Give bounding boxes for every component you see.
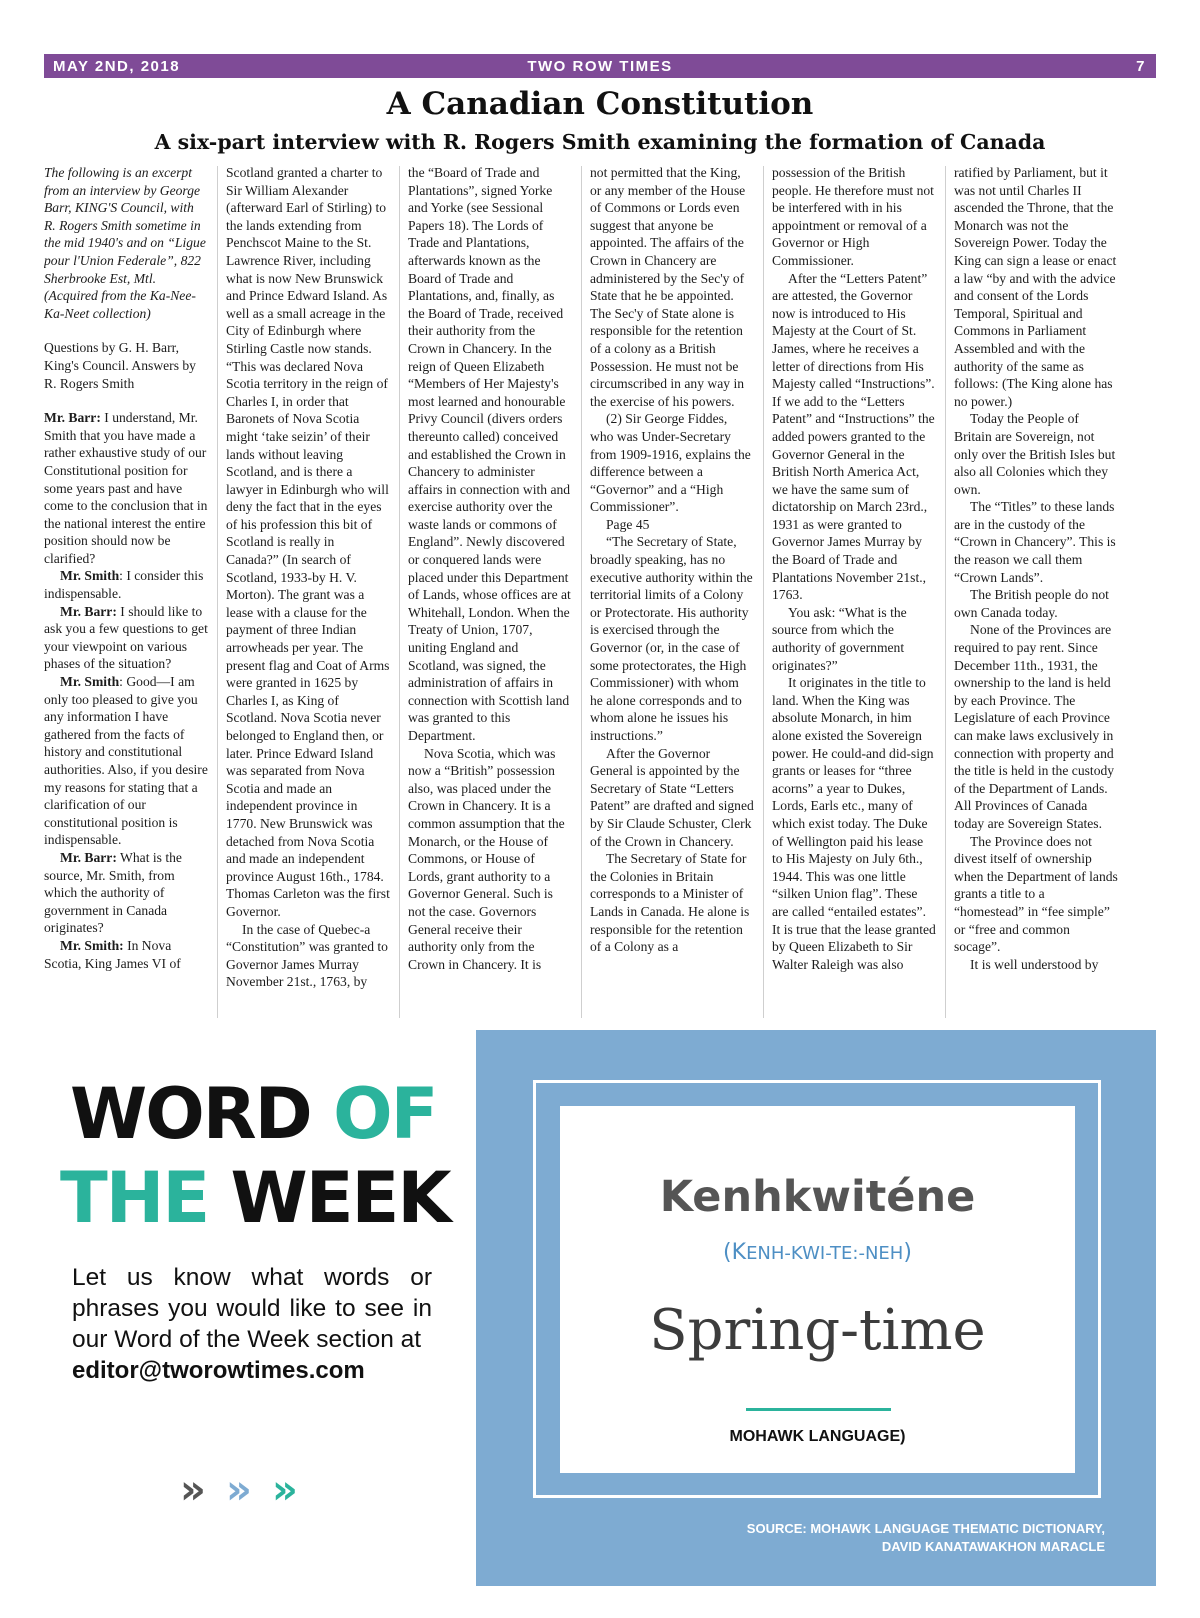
speaker-label: Mr. Smith: — [60, 937, 124, 953]
article-paragraph: possession of the British people. He therefore must not be interfered with in his appointment or removal of a Governor or High Commissioner. — [772, 165, 934, 268]
pronunciation-close: ) — [903, 1240, 912, 1265]
column-divider — [581, 166, 582, 1018]
word-of-the-week-heading — [60, 1072, 450, 1240]
article-paragraph: (2) Sir George Fiddes, who was Under-Secretary from 1909-1916, explains the difference between a “Governor” and a “High Commissioner”. — [590, 411, 751, 515]
page-number: 7 — [1136, 58, 1146, 75]
article-paragraph: Page 45 — [606, 516, 650, 532]
paragraph-text: I should like to ask you a few questions to get your viewpoint on various phases of the situation? — [44, 603, 208, 672]
interview-body — [44, 409, 208, 972]
paragraph-text: In Nova Scotia, King James VI of — [44, 937, 181, 971]
article-paragraph: It originates in the title to land. When the King was absolute Monarch, in him alone existed the Sovereign power. He could-and did-sign grants or leases for “three acorns” a year to Dukes, Lords, Earls etc., many of which exist today. The Duke of Wellington paid his lease to His Majesty on July 6th., 1944. This was one little “silken Union flag”. These are called “entailed estates”. It is true that the lease granted by Queen Elizabeth to Sir Walter Raleigh was also — [772, 675, 936, 972]
article-paragraph: Today the People of Britain are Sovereign, not only over the British Isles but also all Colonies which they own. — [954, 411, 1116, 497]
column-divider — [217, 166, 218, 1018]
speaker-label: Mr. Barr: — [44, 410, 101, 426]
heading-word: WEEK — [230, 1157, 450, 1239]
article-paragraph: After the “Letters Patent” are attested, the Governor now is introduced to His Majesty at the Court of St. James, where he receives a letter of directions from His Majesty called “Instructions”. If we add to the “Letters Patent” and “Instructions” the added powers granted to the Governor General in the British North America Act, we have the same sum of dictatorship on March 23rd., 1931 as were granted to Governor James Murray by the Board of Trade and Plantations November 21st., 1763. — [772, 270, 935, 603]
source-line: SOURCE: MOHAWK LANGUAGE THEMATIC DICTIONARY, — [746, 1521, 1105, 1536]
article-column-2 — [226, 164, 390, 1020]
article-paragraph: None of the Provinces are required to pay rent. Since December 11th., 1931, the ownership to the land is held by each Province. The Legislature of each Province can make laws exclusively in connection with property and the title is held in the custody of the Department of Lands. All Provinces of Canada today are Sovereign States. — [954, 622, 1115, 831]
article-paragraph: After the Governor General is appointed by the Secretary of State “Letters Patent” are drafted and signed by Sir Claude Schuster, Clerk of the Crown in Chancery. — [590, 745, 754, 849]
article-intro: The following is an excerpt from an interview by George Barr, KING'S Council, with R. Rogers Smith sometime in the mid 1940's and on “Ligue pour l'Union Federale”, 822 Sherbrooke Est, Mtl. (Acquired from the Ka-Nee-Ka-Neet collection) — [44, 165, 206, 321]
column-divider — [763, 166, 764, 1018]
source-credit — [747, 1520, 1105, 1556]
article-subtitle: A six-part interview with R. Rogers Smith examining the formation of Canada — [154, 130, 1046, 154]
language-label: MOHAWK LANGUAGE) — [729, 1428, 906, 1445]
interview-paragraph — [44, 937, 208, 972]
speaker-label: Mr. Smith — [60, 568, 120, 584]
column-divider — [399, 166, 400, 1018]
paragraph-text: What is the source, Mr. Smith, from which the authority of government in Canada originates? — [44, 849, 182, 936]
article-paragraph: Nova Scotia, which was now a “British” possession also, was placed under the Crown in Chancery. It is a common assumption that the Monarch, or the House of Commons, or House of Lords, grant authority to a Governor General. Such is not the case. Governors General receive their authority only from the Crown in Chancery. It is — [408, 745, 565, 972]
editor-email-link[interactable]: editor@tworowtimes.com — [72, 1357, 365, 1384]
article-paragraph: “The Secretary of State, broadly speaking, has no executive authority within the territorial limits of a Colony or Protectorate. His authority is exercised through the Governor (or, in the case of some protectorates, the High Commissioner) with whom he alone corresponds and to whom alone he issues his instructions.” — [590, 534, 753, 743]
pronunciation-text: ENH-KWI-TE:-NEH — [746, 1243, 904, 1264]
article-paragraph: The British people do not own Canada today. — [954, 587, 1109, 620]
chevron-double-right-icon: » — [272, 1467, 298, 1513]
english-meaning: Spring-time — [649, 1298, 986, 1363]
article-paragraph: Scotland granted a charter to Sir William Alexander (afterward Earl of Stirling) to the lands extending from Penchscot Maine to the St. Lawrence River, including what is now New Brunswick and Prince Edward Island. As well as a small acreage in the City of Edinburgh where Stirling Castle now stands. “This was declared Nova Scotia territory in the reign of Charles I, in order that Baronets of Nova Scotia might ‘take seizin’ of their lands without leaving Scotland, and is there a lawyer in Edinburgh who will deny the fact that in the eyes of his profession this bit of Scotland is really in Canada?” (In search of Scotland, 1933-by H. V. Morton). The grant was a lease with a clause for the payment of three Indian arrowheads per year. The present flag and Coat of Arms were granted in 1625 by Charles I, as King of Scotland. Nova Scotia never belonged to England then, or later. Prince Edward Island was separated from Nova Scotia and made an independent province in 1770. New Brunswick was detached from Nova Scotia and made an independent province August 16th., 1784. Thomas Carleton was the first Governor. — [226, 165, 390, 919]
article-column-1 — [44, 164, 208, 1020]
source-line: DAVID KANATAWAKHON MARACLE — [881, 1539, 1105, 1554]
article-paragraph: The “Titles” to these lands are in the custody of the “Crown in Chancery”. This is the reason we call them “Crown Lands”. — [954, 499, 1116, 585]
pronunciation-open: (K — [723, 1240, 747, 1265]
article-column-6 — [954, 164, 1118, 1020]
article-paragraph: You ask: “What is the source from which the authority of government originates?” — [772, 604, 907, 673]
article-paragraph: The Province does not divest itself of ownership when the Department of lands grants a title to a “homestead” in “fee simple” or “free and common socage”. — [954, 833, 1118, 955]
article-title: A Canadian Constitution — [386, 86, 814, 122]
heading-word: THE — [60, 1157, 209, 1239]
interview-paragraph — [44, 567, 208, 602]
submission-prompt: Let us know what words or phrases you would like to see in our Word of the Week section at — [72, 1264, 432, 1353]
paragraph-text: I understand, Mr. Smith that you have made a rather exhaustive study of our Constitutional position for some years past and have come to the conclusion that in the national interest the entire position should now be clarified? — [44, 410, 208, 566]
speaker-label: Mr. Barr: — [60, 603, 117, 619]
speaker-label: Mr. Barr: — [60, 849, 117, 865]
issue-date: MAY 2ND, 2018 — [53, 58, 181, 75]
paragraph-text: : Good—I am only too pleased to give you any information I have gathered from the facts of history and constitutional authorities. Also, if you desire my reasons for stating that a clarification of our constitutional position is indispensable. — [44, 674, 208, 848]
interview-paragraph — [44, 409, 208, 567]
article-byline: Questions by G. H. Barr, King's Council. Answers by R. Rogers Smith — [44, 340, 196, 391]
heading-word: OF — [333, 1073, 437, 1155]
chevron-double-right-icon: » — [226, 1467, 252, 1513]
article-paragraph: In the case of Quebec-a “Constitution” was granted to Governor James Murray November 21st., 1763, by — [226, 921, 388, 990]
chevron-double-right-icon: » — [180, 1467, 206, 1513]
paragraph-text: : I consider this indispensable. — [44, 568, 204, 602]
interview-paragraph — [44, 603, 208, 673]
article-paragraph: The Secretary of State for the Colonies in Britain corresponds to a Minister of Lands in Canada. He alone is responsible for the retention of a Colony as a — [590, 851, 750, 955]
heading-word: WORD — [70, 1073, 311, 1155]
article-paragraph: the “Board of Trade and Plantations”, signed Yorke and Yorke (see Sessional Papers 18). The Lords of Trade and Plantations, afterwards known as the Board of Trade and Plantations, and, finally, as the Board of Trade, received their authority from the Crown in Chancery. In the reign of Queen Elizabeth “Members of Her Majesty's most learned and honourable Privy Council (divers orders thereunto called) conceived and established the Crown in Chancery to administer affairs in connection with and exercise authority over the waste lands or commons of England”. Newly discovered or conquered lands were placed under this Department of Lands, whose offices are at Whitehall, London. When the Treaty of Union, 1707, uniting England and Scotland, was signed, the administration of affairs in connection with Scottish land was granted to this Department. — [408, 165, 571, 743]
interview-paragraph — [44, 673, 208, 849]
interview-paragraph — [44, 849, 208, 937]
article-column-4 — [590, 164, 754, 1020]
article-paragraph: ratified by Parliament, but it was not until Charles II ascended the Throne, that the Monarch was not the Sovereign Power. Today the King can sign a lease or enact a law “by and with the advice and consent of the Lords Temporal, Spiritual and Commons in Parliament Assembled and with the authority of the same as follows: (The King alone has no power.) — [954, 165, 1117, 409]
header-bar — [44, 54, 1156, 78]
pronunciation — [560, 1240, 1075, 1265]
mohawk-word: Kenhkwiténe — [659, 1172, 976, 1222]
column-divider — [945, 166, 946, 1018]
article-column-5 — [772, 164, 936, 1020]
article-column-3 — [408, 164, 572, 1020]
word-card — [560, 1106, 1075, 1473]
divider-rule — [746, 1408, 891, 1411]
article-paragraph: It is well understood by — [970, 956, 1099, 972]
article-paragraph: not permitted that the King, or any member of the House of Commons or Lords even suggest that anyone be appointed. The affairs of the Crown in Chancery are administered by the Sec'y of State that he be appointed. The Sec'y of State alone is responsible for the retention of a colony as a British Possession. He must not be circumscribed in any way in the exercise of his powers. — [590, 165, 746, 409]
publication-name: TWO ROW TIMES — [527, 58, 673, 75]
speaker-label: Mr. Smith — [60, 674, 120, 690]
